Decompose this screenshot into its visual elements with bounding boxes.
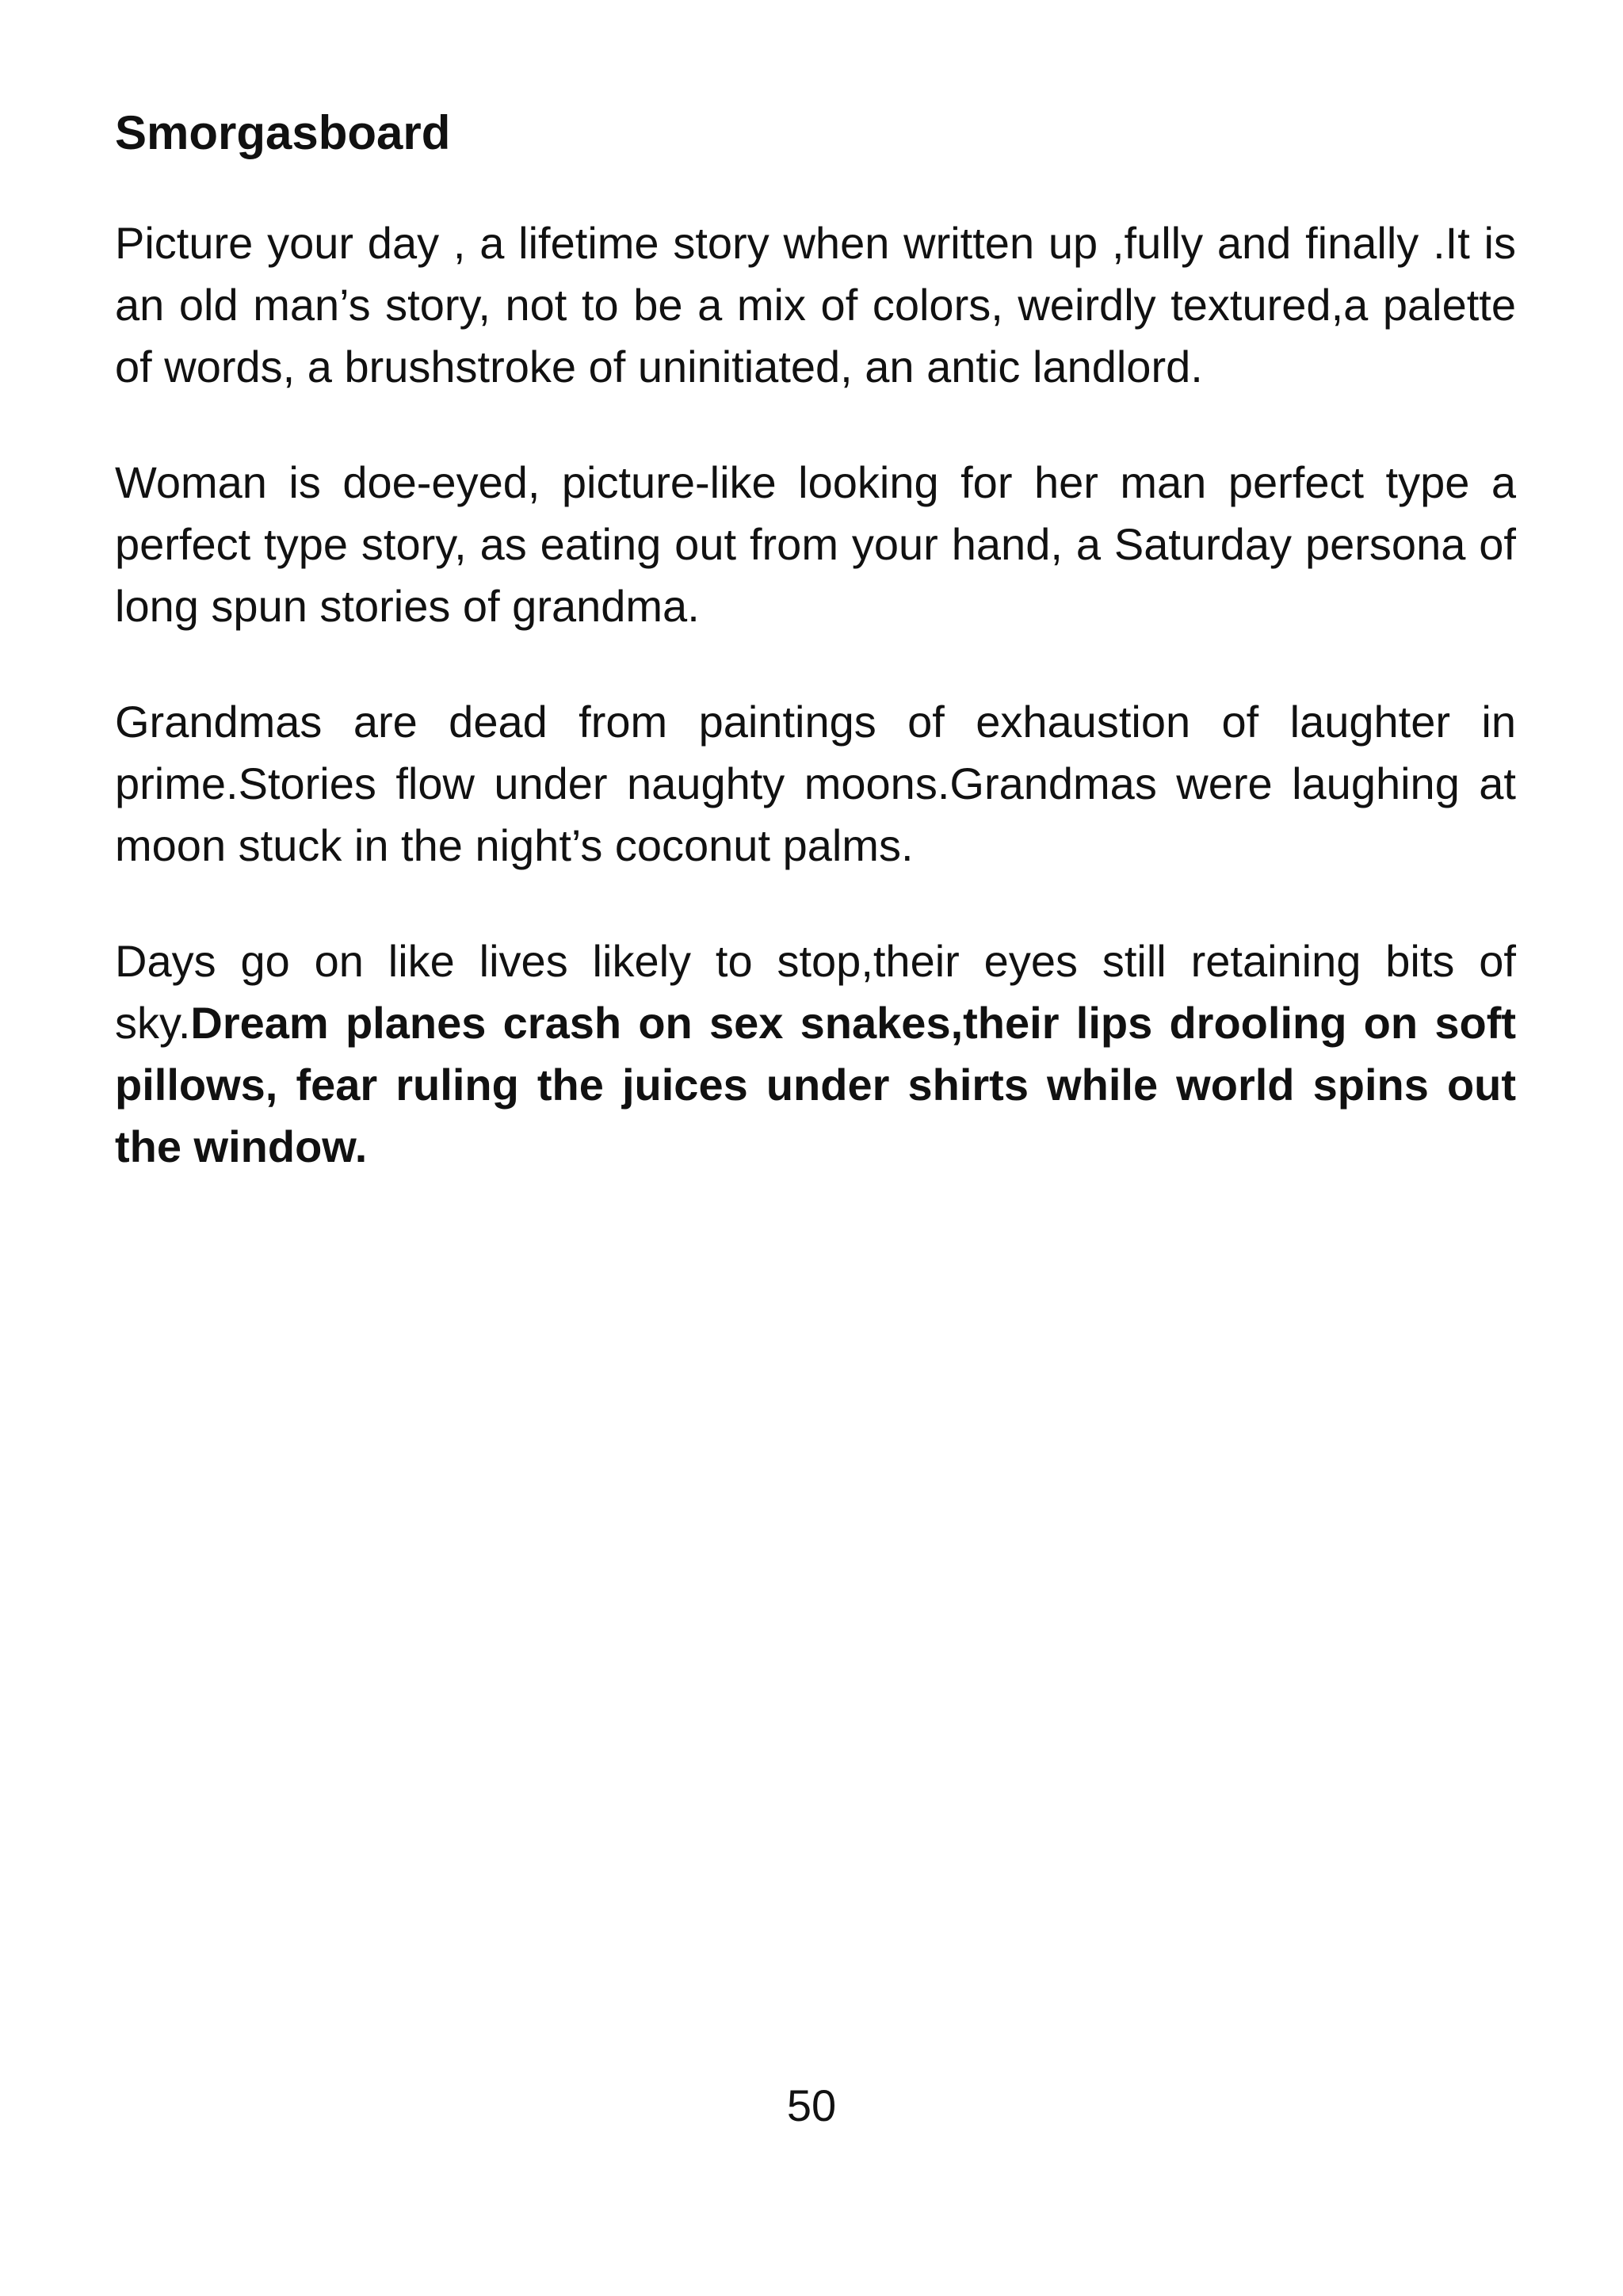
- paragraph-1-text: Picture your day , a lifetime story when written up ,fully and finally .It is an old man’s story, not to be a mix of colors, weirdly textured,a palette of words, a brushstroke of uninitiated, an antic landlord.: [115, 218, 1516, 392]
- page-number: 50: [786, 2080, 837, 2130]
- paragraph-2-text: Woman is doe-eyed, picture-like looking for her man perfect type a perfect type story, as eating out from your hand, a Saturday persona of long spun stories of grandma.: [115, 457, 1516, 631]
- paragraph-3: [115, 691, 1516, 877]
- page-title: Smorgasboard: [115, 106, 451, 159]
- page-content: [115, 101, 1516, 1232]
- paragraph-2: [115, 452, 1516, 637]
- paragraph-1: [115, 212, 1516, 398]
- paragraph-3-text: Grandmas are dead from paintings of exhaustion of laughter in prime.Stories flow under naughty moons.Grandmas were laughing at moon stuck in the night’s coconut palms.: [115, 697, 1516, 870]
- paragraph-4: [115, 930, 1516, 1178]
- paragraph-4-bold-text: Dream planes crash on sex snakes,their lips drooling on soft pillows, fear ruling the juices under shirts while world spins out the window.: [115, 998, 1516, 1171]
- paragraph-4-text: Days go on like lives likely to stop,their eyes still retaining bits of sky.: [115, 936, 1516, 1048]
